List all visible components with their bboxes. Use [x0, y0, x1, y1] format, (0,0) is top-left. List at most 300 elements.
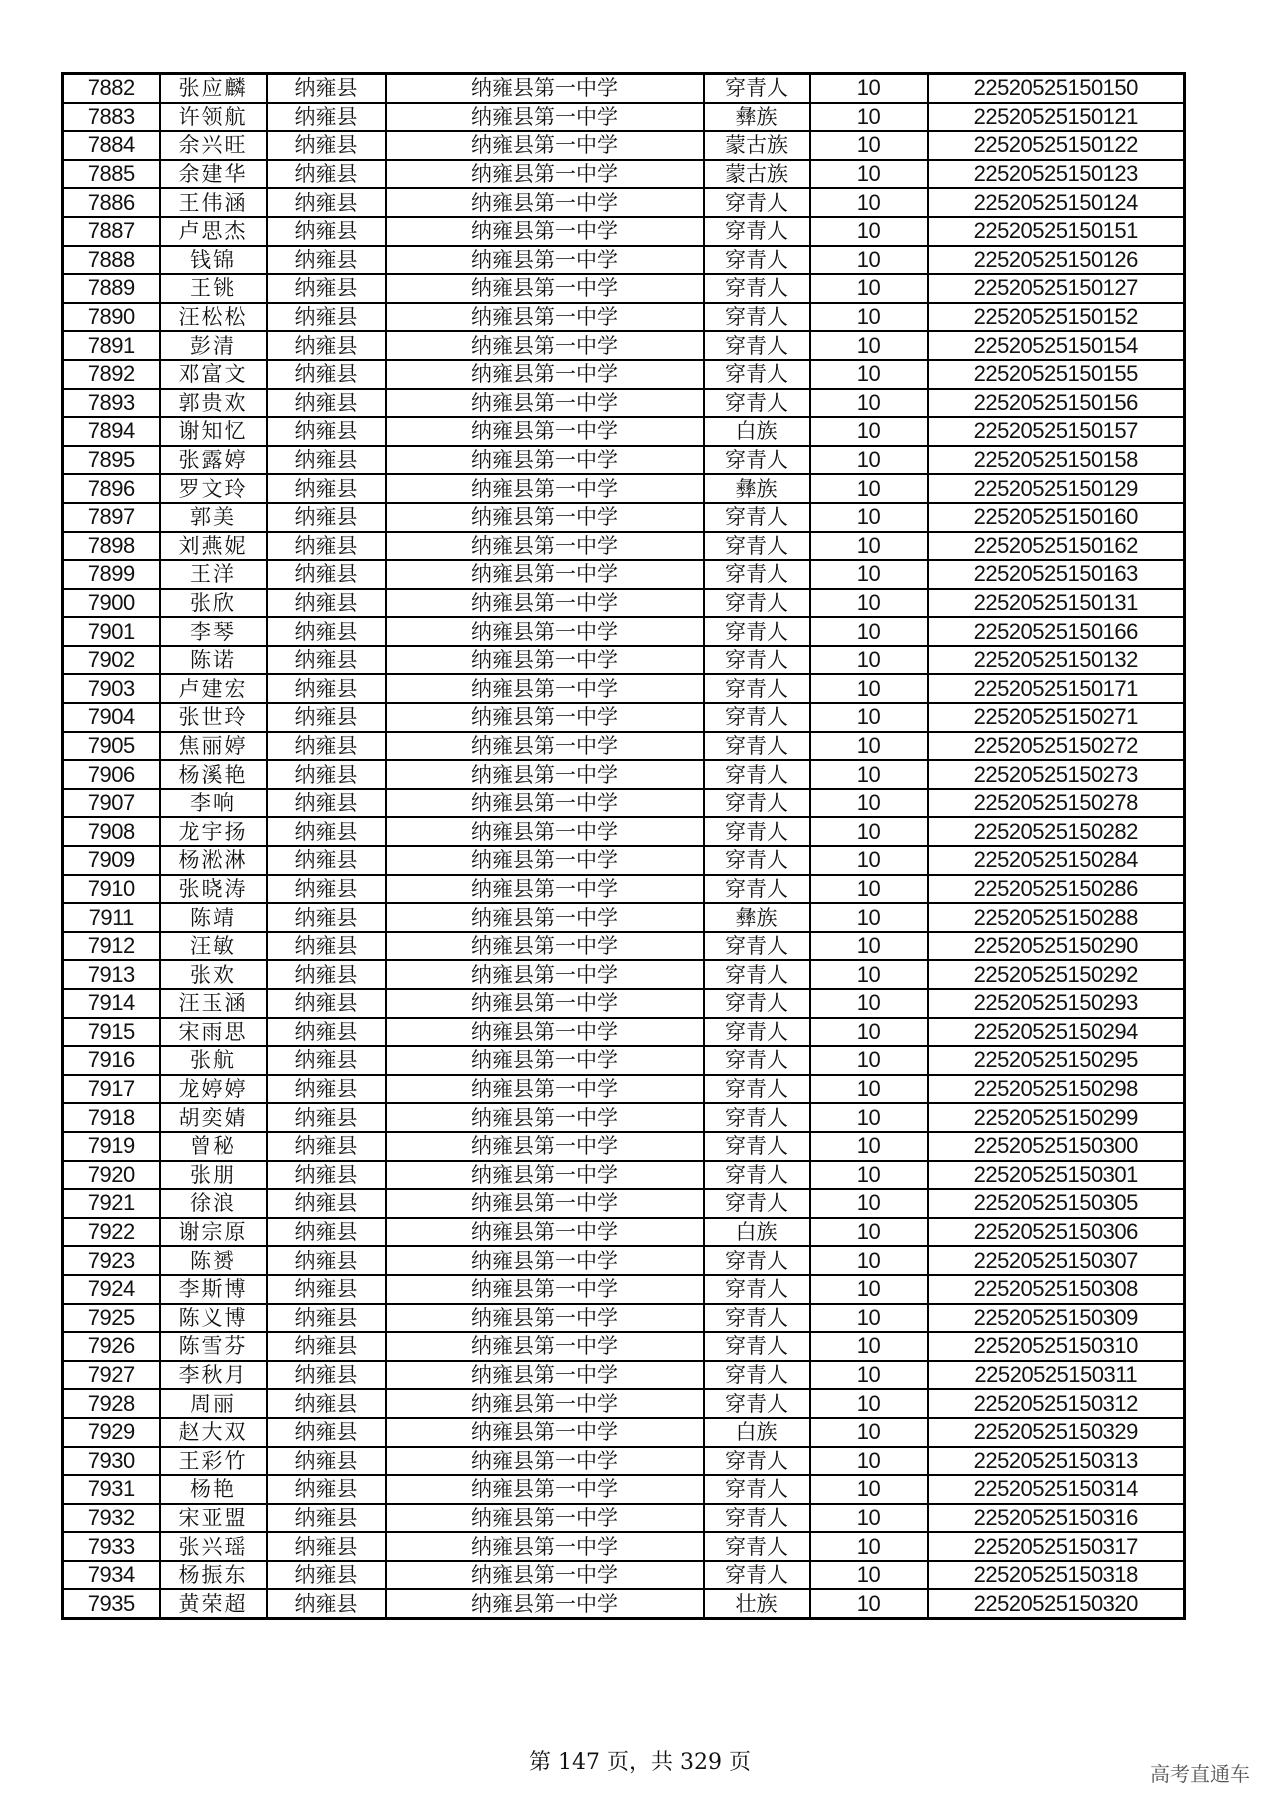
ethnicity-cell: 穿青人 — [704, 932, 810, 961]
exam-id-cell: 22520525150288 — [928, 903, 1185, 932]
student-name-cell: 许领航 — [160, 103, 267, 132]
table-row — [63, 446, 1185, 475]
row-number-cell: 7883 — [63, 103, 160, 132]
score-cell: 10 — [810, 1389, 928, 1418]
student-name-cell: 黄荣超 — [160, 1589, 267, 1618]
school-cell: 纳雍县第一中学 — [386, 1332, 704, 1361]
school-cell: 纳雍县第一中学 — [386, 1275, 704, 1304]
table-row — [63, 103, 1185, 132]
county-cell: 纳雍县 — [267, 1447, 386, 1476]
county-cell: 纳雍县 — [267, 1275, 386, 1304]
score-cell: 10 — [810, 331, 928, 360]
score-cell: 10 — [810, 1304, 928, 1333]
student-name-cell: 张露婷 — [160, 446, 267, 475]
school-cell: 纳雍县第一中学 — [386, 1018, 704, 1047]
row-number-cell: 7914 — [63, 989, 160, 1018]
student-name-cell: 徐浪 — [160, 1189, 267, 1218]
school-cell: 纳雍县第一中学 — [386, 188, 704, 217]
ethnicity-cell: 穿青人 — [704, 1046, 810, 1075]
county-cell: 纳雍县 — [267, 74, 386, 103]
row-number-cell: 7905 — [63, 732, 160, 761]
score-cell: 10 — [810, 932, 928, 961]
ethnicity-cell: 壮族 — [704, 1589, 810, 1618]
ethnicity-cell: 穿青人 — [704, 760, 810, 789]
ethnicity-cell: 穿青人 — [704, 1075, 810, 1104]
county-cell: 纳雍县 — [267, 131, 386, 160]
ethnicity-cell: 穿青人 — [704, 274, 810, 303]
ethnicity-cell: 穿青人 — [704, 1475, 810, 1504]
exam-id-cell: 22520525150162 — [928, 532, 1185, 561]
county-cell: 纳雍县 — [267, 932, 386, 961]
school-cell: 纳雍县第一中学 — [386, 789, 704, 818]
table-row — [63, 188, 1185, 217]
school-cell: 纳雍县第一中学 — [386, 160, 704, 189]
ethnicity-cell: 穿青人 — [704, 1447, 810, 1476]
row-number-cell: 7902 — [63, 646, 160, 675]
exam-id-cell: 22520525150123 — [928, 160, 1185, 189]
score-cell: 10 — [810, 617, 928, 646]
exam-id-cell: 22520525150294 — [928, 1018, 1185, 1047]
row-number-cell: 7910 — [63, 875, 160, 904]
table-row — [63, 1389, 1185, 1418]
table-row — [63, 360, 1185, 389]
school-cell: 纳雍县第一中学 — [386, 1447, 704, 1476]
county-cell: 纳雍县 — [267, 703, 386, 732]
exam-id-cell: 22520525150282 — [928, 817, 1185, 846]
score-cell: 10 — [810, 817, 928, 846]
school-cell: 纳雍县第一中学 — [386, 1189, 704, 1218]
exam-id-cell: 22520525150160 — [928, 503, 1185, 532]
score-cell: 10 — [810, 1103, 928, 1132]
school-cell: 纳雍县第一中学 — [386, 1475, 704, 1504]
table-row — [63, 846, 1185, 875]
school-cell: 纳雍县第一中学 — [386, 1418, 704, 1447]
table-row — [63, 617, 1185, 646]
score-cell: 10 — [810, 217, 928, 246]
student-name-cell: 杨振东 — [160, 1561, 267, 1590]
school-cell: 纳雍县第一中学 — [386, 1304, 704, 1333]
county-cell: 纳雍县 — [267, 188, 386, 217]
county-cell: 纳雍县 — [267, 560, 386, 589]
school-cell: 纳雍县第一中学 — [386, 989, 704, 1018]
student-name-cell: 汪松松 — [160, 303, 267, 332]
ethnicity-cell: 穿青人 — [704, 74, 810, 103]
row-number-cell: 7887 — [63, 217, 160, 246]
county-cell: 纳雍县 — [267, 1532, 386, 1561]
score-cell: 10 — [810, 160, 928, 189]
student-name-cell: 杨溪艳 — [160, 760, 267, 789]
score-cell: 10 — [810, 674, 928, 703]
exam-id-cell: 22520525150150 — [928, 74, 1185, 103]
score-cell: 10 — [810, 274, 928, 303]
exam-id-cell: 22520525150305 — [928, 1189, 1185, 1218]
score-cell: 10 — [810, 532, 928, 561]
exam-id-cell: 22520525150312 — [928, 1389, 1185, 1418]
county-cell: 纳雍县 — [267, 732, 386, 761]
county-cell: 纳雍县 — [267, 760, 386, 789]
county-cell: 纳雍县 — [267, 1389, 386, 1418]
score-cell: 10 — [810, 1332, 928, 1361]
table-row — [63, 474, 1185, 503]
county-cell: 纳雍县 — [267, 389, 386, 418]
student-name-cell: 李响 — [160, 789, 267, 818]
county-cell: 纳雍县 — [267, 532, 386, 561]
row-number-cell: 7897 — [63, 503, 160, 532]
row-number-cell: 7896 — [63, 474, 160, 503]
exam-id-cell: 22520525150284 — [928, 846, 1185, 875]
county-cell: 纳雍县 — [267, 217, 386, 246]
ethnicity-cell: 蒙古族 — [704, 160, 810, 189]
ethnicity-cell: 穿青人 — [704, 446, 810, 475]
school-cell: 纳雍县第一中学 — [386, 1361, 704, 1390]
row-number-cell: 7928 — [63, 1389, 160, 1418]
ethnicity-cell: 穿青人 — [704, 1304, 810, 1333]
exam-id-cell: 22520525150286 — [928, 875, 1185, 904]
score-cell: 10 — [810, 560, 928, 589]
school-cell: 纳雍县第一中学 — [386, 274, 704, 303]
row-number-cell: 7900 — [63, 589, 160, 618]
school-cell: 纳雍县第一中学 — [386, 646, 704, 675]
county-cell: 纳雍县 — [267, 1103, 386, 1132]
row-number-cell: 7901 — [63, 617, 160, 646]
table-row — [63, 1332, 1185, 1361]
table-row — [63, 960, 1185, 989]
exam-id-cell: 22520525150127 — [928, 274, 1185, 303]
ethnicity-cell: 穿青人 — [704, 1389, 810, 1418]
exam-id-cell: 22520525150154 — [928, 331, 1185, 360]
student-name-cell: 谢宗原 — [160, 1218, 267, 1247]
ethnicity-cell: 穿青人 — [704, 1189, 810, 1218]
county-cell: 纳雍县 — [267, 1304, 386, 1333]
table-row — [63, 674, 1185, 703]
student-name-cell: 郭美 — [160, 503, 267, 532]
score-cell: 10 — [810, 1504, 928, 1533]
ethnicity-cell: 穿青人 — [704, 1246, 810, 1275]
table-row — [63, 217, 1185, 246]
county-cell: 纳雍县 — [267, 1418, 386, 1447]
ethnicity-cell: 穿青人 — [704, 389, 810, 418]
ethnicity-cell: 彝族 — [704, 103, 810, 132]
ethnicity-cell: 穿青人 — [704, 732, 810, 761]
student-name-cell: 张欢 — [160, 960, 267, 989]
score-cell: 10 — [810, 1561, 928, 1590]
table-row — [63, 1561, 1185, 1590]
table-row — [63, 932, 1185, 961]
county-cell: 纳雍县 — [267, 1561, 386, 1590]
county-cell: 纳雍县 — [267, 1332, 386, 1361]
ethnicity-cell: 穿青人 — [704, 1018, 810, 1047]
table-row — [63, 1589, 1185, 1618]
table-row — [63, 1018, 1185, 1047]
score-cell: 10 — [810, 989, 928, 1018]
score-cell: 10 — [810, 74, 928, 103]
school-cell: 纳雍县第一中学 — [386, 1389, 704, 1418]
table-row — [63, 703, 1185, 732]
school-cell: 纳雍县第一中学 — [386, 131, 704, 160]
row-number-cell: 7892 — [63, 360, 160, 389]
county-cell: 纳雍县 — [267, 1475, 386, 1504]
ethnicity-cell: 穿青人 — [704, 1161, 810, 1190]
score-cell: 10 — [810, 789, 928, 818]
exam-id-cell: 22520525150300 — [928, 1132, 1185, 1161]
county-cell: 纳雍县 — [267, 846, 386, 875]
ethnicity-cell: 穿青人 — [704, 617, 810, 646]
county-cell: 纳雍县 — [267, 160, 386, 189]
student-name-cell: 汪玉涵 — [160, 989, 267, 1018]
row-number-cell: 7935 — [63, 1589, 160, 1618]
county-cell: 纳雍县 — [267, 1504, 386, 1533]
exam-id-cell: 22520525150131 — [928, 589, 1185, 618]
table-row — [63, 74, 1185, 103]
student-name-cell: 郭贵欢 — [160, 389, 267, 418]
student-name-cell: 张欣 — [160, 589, 267, 618]
school-cell: 纳雍县第一中学 — [386, 674, 704, 703]
watermark: 高考直通车 — [1150, 1762, 1250, 1786]
ethnicity-cell: 穿青人 — [704, 331, 810, 360]
ethnicity-cell: 白族 — [704, 1218, 810, 1247]
score-cell: 10 — [810, 417, 928, 446]
ethnicity-cell: 穿青人 — [704, 674, 810, 703]
exam-id-cell: 22520525150273 — [928, 760, 1185, 789]
student-name-cell: 李秋月 — [160, 1361, 267, 1390]
ethnicity-cell: 穿青人 — [704, 703, 810, 732]
school-cell: 纳雍县第一中学 — [386, 217, 704, 246]
exam-id-cell: 22520525150122 — [928, 131, 1185, 160]
school-cell: 纳雍县第一中学 — [386, 389, 704, 418]
exam-id-cell: 22520525150290 — [928, 932, 1185, 961]
school-cell: 纳雍县第一中学 — [386, 417, 704, 446]
school-cell: 纳雍县第一中学 — [386, 1504, 704, 1533]
table-row — [63, 246, 1185, 275]
row-number-cell: 7882 — [63, 74, 160, 103]
school-cell: 纳雍县第一中学 — [386, 846, 704, 875]
row-number-cell: 7930 — [63, 1447, 160, 1476]
row-number-cell: 7926 — [63, 1332, 160, 1361]
row-number-cell: 7889 — [63, 274, 160, 303]
table-row — [63, 560, 1185, 589]
school-cell: 纳雍县第一中学 — [386, 474, 704, 503]
exam-id-cell: 22520525150320 — [928, 1589, 1185, 1618]
school-cell: 纳雍县第一中学 — [386, 760, 704, 789]
exam-id-cell: 22520525150329 — [928, 1418, 1185, 1447]
table-row — [63, 589, 1185, 618]
student-name-cell: 王伟涵 — [160, 188, 267, 217]
exam-id-cell: 22520525150298 — [928, 1075, 1185, 1104]
student-name-cell: 赵大双 — [160, 1418, 267, 1447]
student-name-cell: 宋雨思 — [160, 1018, 267, 1047]
student-name-cell: 余兴旺 — [160, 131, 267, 160]
table-row — [63, 646, 1185, 675]
ethnicity-cell: 穿青人 — [704, 360, 810, 389]
school-cell: 纳雍县第一中学 — [386, 331, 704, 360]
score-cell: 10 — [810, 732, 928, 761]
score-cell: 10 — [810, 131, 928, 160]
row-number-cell: 7925 — [63, 1304, 160, 1333]
ethnicity-cell: 穿青人 — [704, 503, 810, 532]
ethnicity-cell: 穿青人 — [704, 960, 810, 989]
row-number-cell: 7912 — [63, 932, 160, 961]
table-row — [63, 817, 1185, 846]
student-name-cell: 张兴瑶 — [160, 1532, 267, 1561]
student-name-cell: 王铫 — [160, 274, 267, 303]
county-cell: 纳雍县 — [267, 417, 386, 446]
ethnicity-cell: 穿青人 — [704, 1103, 810, 1132]
exam-id-cell: 22520525150307 — [928, 1246, 1185, 1275]
exam-id-cell: 22520525150129 — [928, 474, 1185, 503]
score-cell: 10 — [810, 703, 928, 732]
score-cell: 10 — [810, 1189, 928, 1218]
school-cell: 纳雍县第一中学 — [386, 560, 704, 589]
table-row — [63, 1103, 1185, 1132]
exam-id-cell: 22520525150157 — [928, 417, 1185, 446]
ethnicity-cell: 穿青人 — [704, 989, 810, 1018]
score-cell: 10 — [810, 1475, 928, 1504]
table-row — [63, 732, 1185, 761]
table-row — [63, 331, 1185, 360]
student-name-cell: 陈诺 — [160, 646, 267, 675]
score-cell: 10 — [810, 474, 928, 503]
row-number-cell: 7911 — [63, 903, 160, 932]
table-row — [63, 1161, 1185, 1190]
ethnicity-cell: 穿青人 — [704, 1561, 810, 1590]
table-row — [63, 1447, 1185, 1476]
ethnicity-cell: 穿青人 — [704, 1275, 810, 1304]
exam-id-cell: 22520525150278 — [928, 789, 1185, 818]
exam-id-cell: 22520525150155 — [928, 360, 1185, 389]
school-cell: 纳雍县第一中学 — [386, 1075, 704, 1104]
row-number-cell: 7918 — [63, 1103, 160, 1132]
school-cell: 纳雍县第一中学 — [386, 74, 704, 103]
exam-id-cell: 22520525150152 — [928, 303, 1185, 332]
row-number-cell: 7916 — [63, 1046, 160, 1075]
exam-id-cell: 22520525150311 — [928, 1361, 1185, 1390]
school-cell: 纳雍县第一中学 — [386, 303, 704, 332]
row-number-cell: 7890 — [63, 303, 160, 332]
student-name-cell: 李琴 — [160, 617, 267, 646]
student-name-cell: 张航 — [160, 1046, 267, 1075]
table-row — [63, 131, 1185, 160]
exam-id-cell: 22520525150124 — [928, 188, 1185, 217]
county-cell: 纳雍县 — [267, 1046, 386, 1075]
row-number-cell: 7893 — [63, 389, 160, 418]
student-name-cell: 张世玲 — [160, 703, 267, 732]
student-name-cell: 周丽 — [160, 1389, 267, 1418]
exam-id-cell: 22520525150271 — [928, 703, 1185, 732]
student-name-cell: 钱锦 — [160, 246, 267, 275]
score-cell: 10 — [810, 1018, 928, 1047]
school-cell: 纳雍县第一中学 — [386, 1218, 704, 1247]
student-name-cell: 龙宇扬 — [160, 817, 267, 846]
row-number-cell: 7923 — [63, 1246, 160, 1275]
ethnicity-cell: 白族 — [704, 417, 810, 446]
exam-id-cell: 22520525150308 — [928, 1275, 1185, 1304]
school-cell: 纳雍县第一中学 — [386, 1589, 704, 1618]
student-name-cell: 王彩竹 — [160, 1447, 267, 1476]
county-cell: 纳雍县 — [267, 960, 386, 989]
ethnicity-cell: 穿青人 — [704, 646, 810, 675]
county-cell: 纳雍县 — [267, 303, 386, 332]
ethnicity-cell: 穿青人 — [704, 875, 810, 904]
table-row — [63, 1218, 1185, 1247]
ethnicity-cell: 穿青人 — [704, 789, 810, 818]
exam-id-cell: 22520525150163 — [928, 560, 1185, 589]
student-name-cell: 邓富文 — [160, 360, 267, 389]
county-cell: 纳雍县 — [267, 331, 386, 360]
score-cell: 10 — [810, 503, 928, 532]
ethnicity-cell: 彝族 — [704, 474, 810, 503]
row-number-cell: 7909 — [63, 846, 160, 875]
exam-id-cell: 22520525150306 — [928, 1218, 1185, 1247]
county-cell: 纳雍县 — [267, 875, 386, 904]
table-row — [63, 1361, 1185, 1390]
row-number-cell: 7934 — [63, 1561, 160, 1590]
student-name-cell: 杨艳 — [160, 1475, 267, 1504]
student-name-cell: 曾秘 — [160, 1132, 267, 1161]
score-cell: 10 — [810, 646, 928, 675]
school-cell: 纳雍县第一中学 — [386, 960, 704, 989]
table-row — [63, 160, 1185, 189]
score-cell: 10 — [810, 846, 928, 875]
score-cell: 10 — [810, 760, 928, 789]
table-row — [63, 532, 1185, 561]
exam-id-cell: 22520525150272 — [928, 732, 1185, 761]
school-cell: 纳雍县第一中学 — [386, 246, 704, 275]
score-cell: 10 — [810, 1218, 928, 1247]
county-cell: 纳雍县 — [267, 903, 386, 932]
row-number-cell: 7920 — [63, 1161, 160, 1190]
exam-id-cell: 22520525150314 — [928, 1475, 1185, 1504]
county-cell: 纳雍县 — [267, 446, 386, 475]
row-number-cell: 7891 — [63, 331, 160, 360]
row-number-cell: 7917 — [63, 1075, 160, 1104]
score-cell: 10 — [810, 1275, 928, 1304]
ethnicity-cell: 穿青人 — [704, 246, 810, 275]
student-name-cell: 胡奕婧 — [160, 1103, 267, 1132]
score-cell: 10 — [810, 1447, 928, 1476]
county-cell: 纳雍县 — [267, 503, 386, 532]
table-row — [63, 1504, 1185, 1533]
table-row — [63, 1304, 1185, 1333]
school-cell: 纳雍县第一中学 — [386, 617, 704, 646]
county-cell: 纳雍县 — [267, 1132, 386, 1161]
student-name-cell: 张应麟 — [160, 74, 267, 103]
student-name-cell: 卢思杰 — [160, 217, 267, 246]
row-number-cell: 7894 — [63, 417, 160, 446]
exam-id-cell: 22520525150313 — [928, 1447, 1185, 1476]
ethnicity-cell: 穿青人 — [704, 817, 810, 846]
row-number-cell: 7931 — [63, 1475, 160, 1504]
student-name-cell: 汪敏 — [160, 932, 267, 961]
school-cell: 纳雍县第一中学 — [386, 932, 704, 961]
score-cell: 10 — [810, 246, 928, 275]
score-cell: 10 — [810, 1589, 928, 1618]
student-name-cell: 陈赟 — [160, 1246, 267, 1275]
score-cell: 10 — [810, 1161, 928, 1190]
student-list-table — [61, 72, 1186, 1620]
ethnicity-cell: 穿青人 — [704, 1361, 810, 1390]
county-cell: 纳雍县 — [267, 817, 386, 846]
row-number-cell: 7908 — [63, 817, 160, 846]
ethnicity-cell: 穿青人 — [704, 1504, 810, 1533]
exam-id-cell: 22520525150309 — [928, 1304, 1185, 1333]
score-cell: 10 — [810, 1361, 928, 1390]
row-number-cell: 7885 — [63, 160, 160, 189]
row-number-cell: 7924 — [63, 1275, 160, 1304]
score-cell: 10 — [810, 103, 928, 132]
ethnicity-cell: 穿青人 — [704, 217, 810, 246]
school-cell: 纳雍县第一中学 — [386, 1046, 704, 1075]
exam-id-cell: 22520525150318 — [928, 1561, 1185, 1590]
